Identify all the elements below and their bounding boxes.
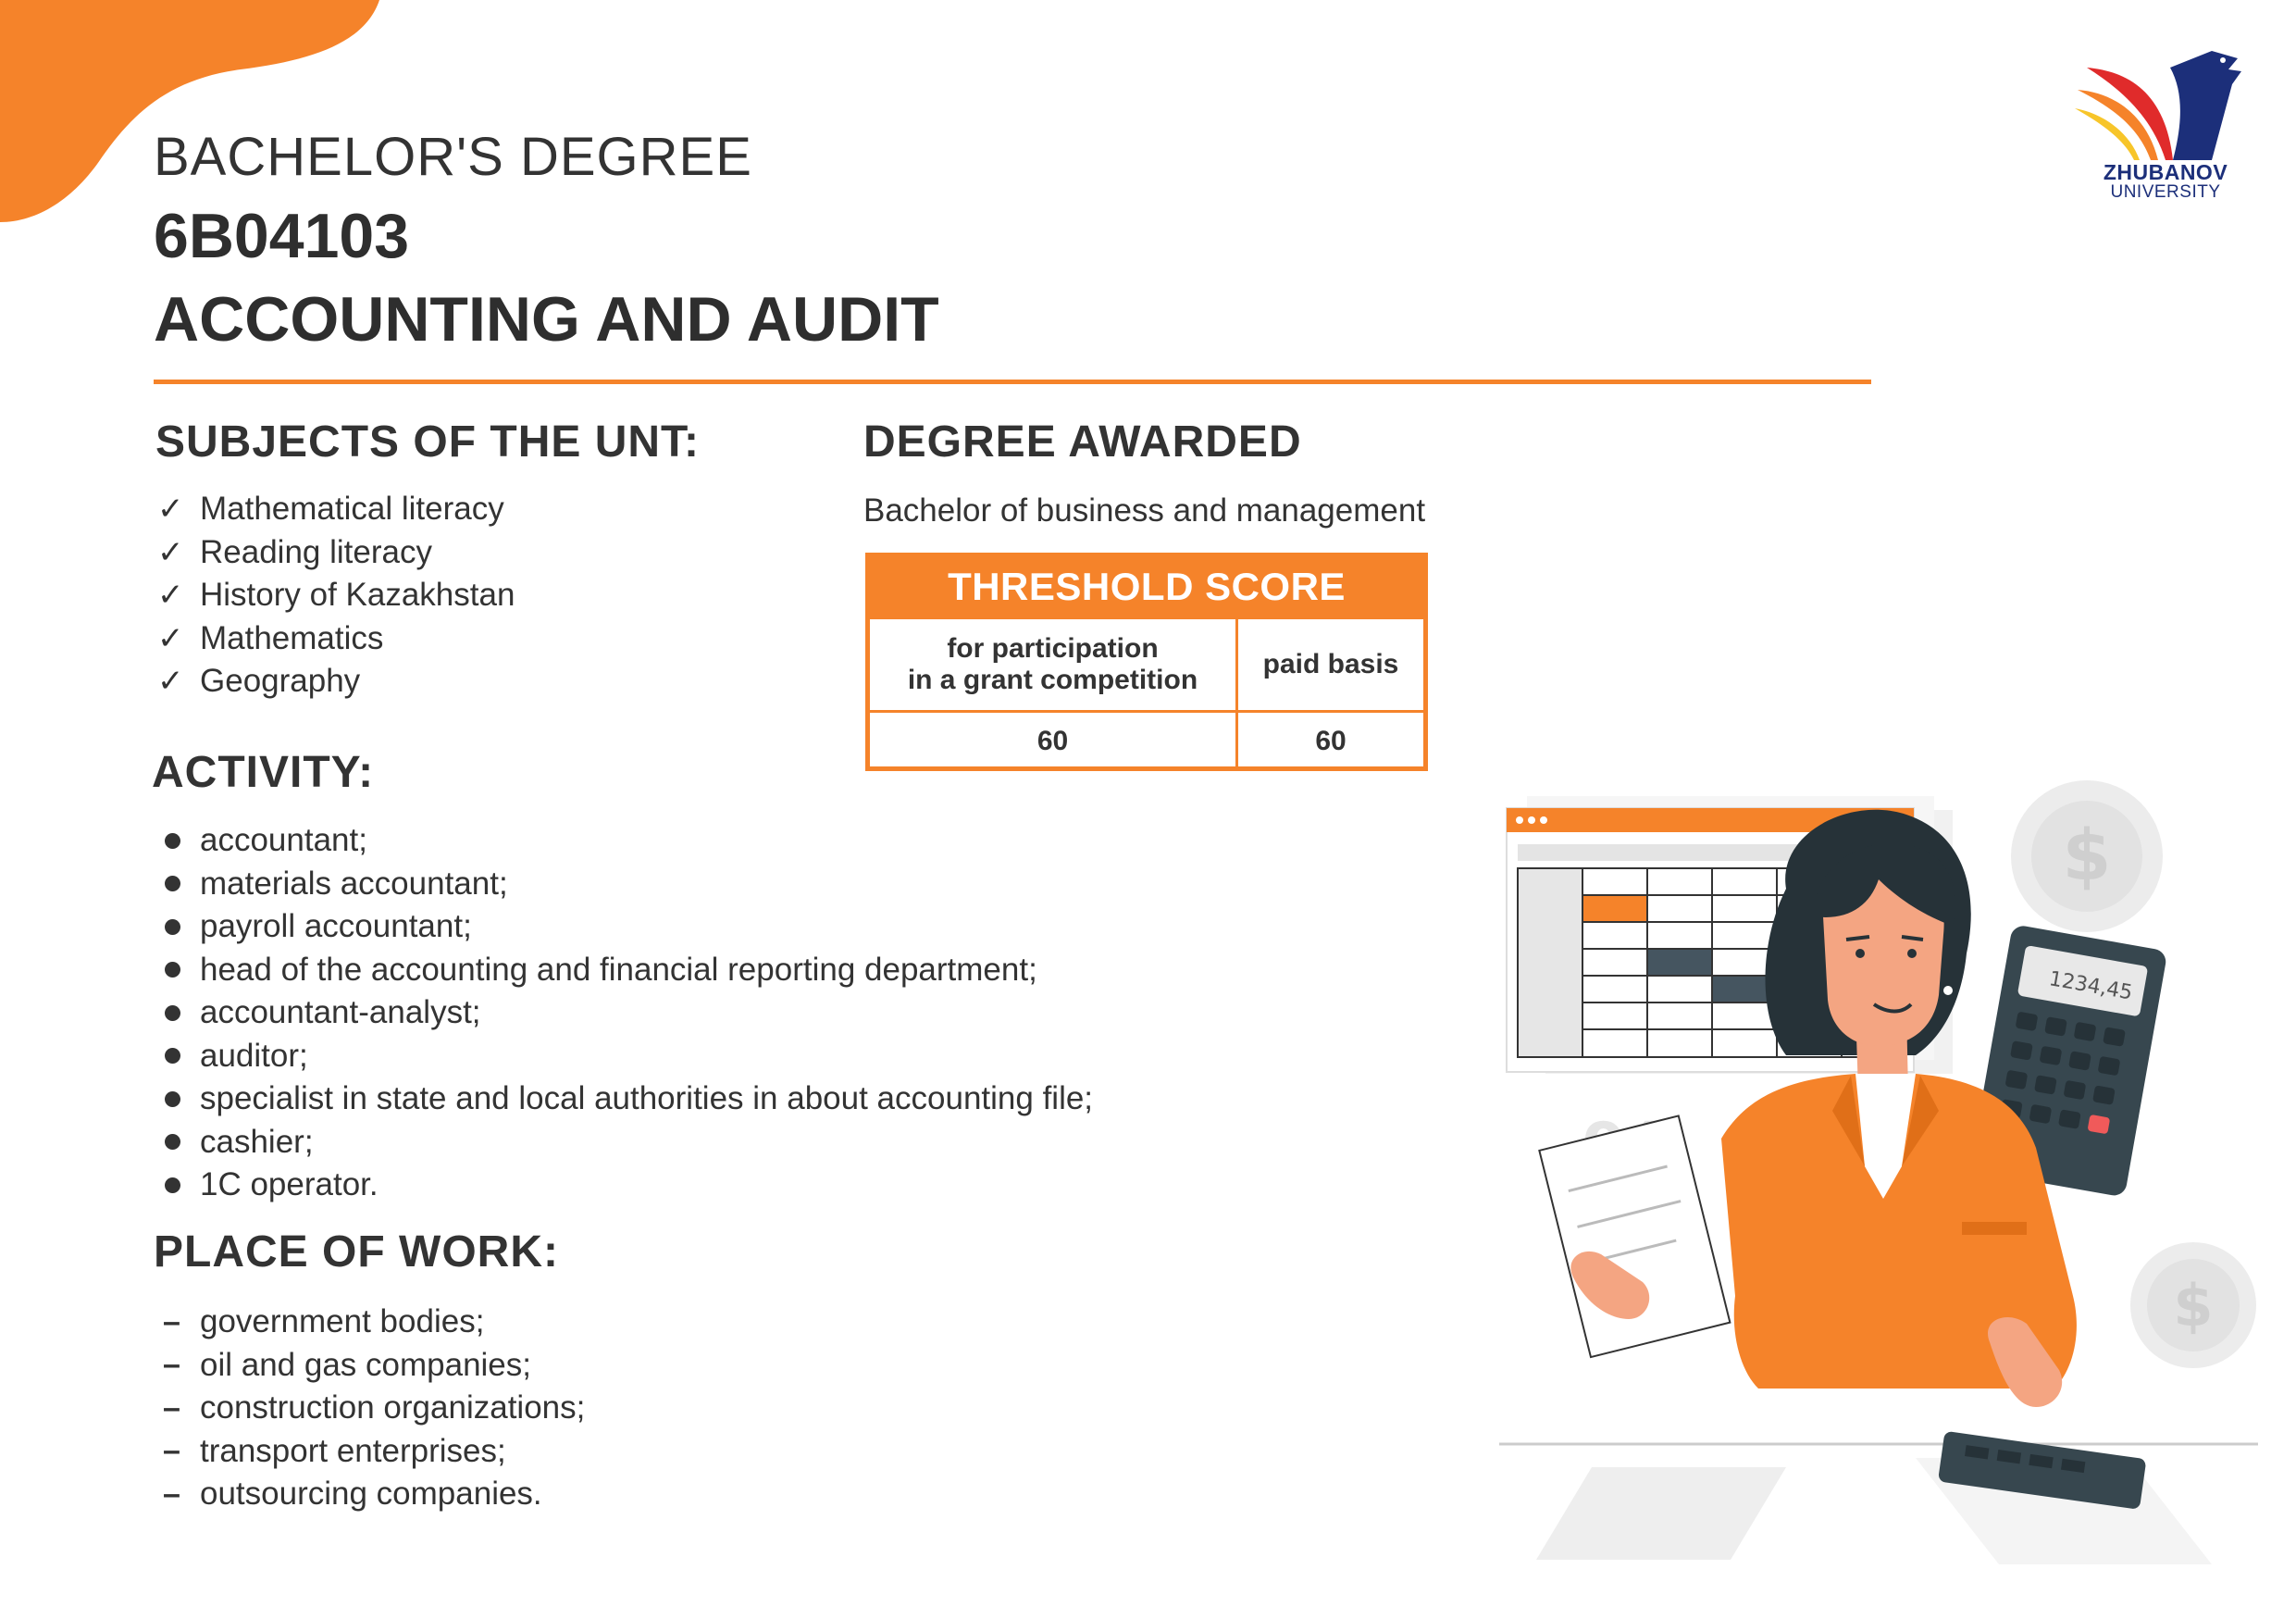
threshold-value-row (870, 710, 1423, 769)
list-item: 1C operator. (157, 1164, 1093, 1207)
list-item: head of the accounting and financial reporting department; (157, 949, 1093, 992)
list-item: accountant-analyst; (157, 991, 1093, 1035)
coin-dollar-icon-2: $ (2173, 1272, 2214, 1339)
list-item: ✓ Mathematical literacy (157, 491, 504, 528)
check-icon: ✓ (157, 578, 184, 614)
list-item: – transport enterprises; (163, 1432, 506, 1469)
bullet-icon (165, 919, 180, 935)
subjects-list (157, 488, 515, 704)
logo-name: ZHUBANOV (2103, 160, 2228, 184)
list-item: accountant; (157, 819, 1093, 863)
program-name: ACCOUNTING AND AUDIT (154, 284, 939, 355)
grant-column-header: for participation in a grant competition (870, 619, 1238, 710)
list-item: – construction organizations; (163, 1389, 586, 1426)
bullet-icon (165, 876, 180, 891)
check-icon: ✓ (157, 620, 184, 656)
place-of-work-list (157, 1301, 585, 1516)
threshold-title: THRESHOLD SCORE (870, 557, 1423, 616)
bullet-icon (165, 1091, 180, 1107)
degree-awarded-value: Bachelor of business and management (863, 492, 1426, 529)
dash-icon: – (163, 1347, 180, 1383)
bullet-icon (165, 1005, 180, 1021)
grant-score-value: 60 (870, 713, 1238, 769)
bullet-icon (165, 1048, 180, 1064)
bullet-icon (165, 1177, 180, 1193)
list-item: auditor; (157, 1035, 1093, 1078)
list-item: – outsourcing companies. (163, 1476, 542, 1513)
coin-dollar-icon: $ (2062, 814, 2112, 896)
list-item: ✓ Reading literacy (157, 533, 432, 570)
degree-level: BACHELOR'S DEGREE (154, 127, 752, 187)
accountant-illustration (1481, 778, 2277, 1592)
degree-awarded-title: DEGREE AWARDED (863, 417, 1302, 467)
dash-icon: – (163, 1389, 180, 1426)
list-item: payroll accountant; (157, 905, 1093, 949)
calculator-display: 1234,45 (2047, 967, 2135, 1005)
list-item: ✓ Mathematics (157, 619, 384, 656)
check-icon: ✓ (157, 492, 184, 528)
threshold-header-row (870, 616, 1423, 710)
university-logo (2073, 51, 2258, 204)
list-item: materials accountant; (157, 863, 1093, 906)
subjects-title: SUBJECTS OF THE UNT: (155, 417, 701, 467)
place-of-work-title: PLACE OF WORK: (154, 1227, 559, 1277)
header-divider (154, 380, 1871, 384)
list-item: ✓ Geography (157, 663, 361, 700)
dash-icon: – (163, 1303, 180, 1339)
dash-icon: – (163, 1476, 180, 1512)
threshold-score-table (865, 553, 1428, 771)
check-icon: ✓ (157, 534, 184, 570)
activity-list (157, 819, 1093, 1207)
bullet-icon (165, 1134, 180, 1150)
list-item: cashier; (157, 1121, 1093, 1164)
paid-score-value: 60 (1315, 725, 1347, 756)
paper-document-icon (1539, 1115, 1730, 1357)
logo-subtitle: UNIVERSITY (2110, 182, 2221, 202)
bullet-icon (165, 833, 180, 849)
dash-icon: – (163, 1433, 180, 1469)
list-item: specialist in state and local authorities in about accounting file; (157, 1077, 1093, 1121)
list-item: – government bodies; (163, 1303, 485, 1340)
activity-title: ACTIVITY: (152, 748, 375, 797)
paid-column-header: paid basis (1262, 649, 1399, 679)
logo-emblem-icon (2073, 51, 2258, 162)
list-item: ✓ History of Kazakhstan (157, 577, 515, 614)
check-icon: ✓ (157, 664, 184, 700)
bullet-icon (165, 962, 180, 978)
page-header (154, 120, 939, 361)
program-code: 6B04103 (154, 201, 410, 271)
list-item: – oil and gas companies; (163, 1346, 531, 1383)
